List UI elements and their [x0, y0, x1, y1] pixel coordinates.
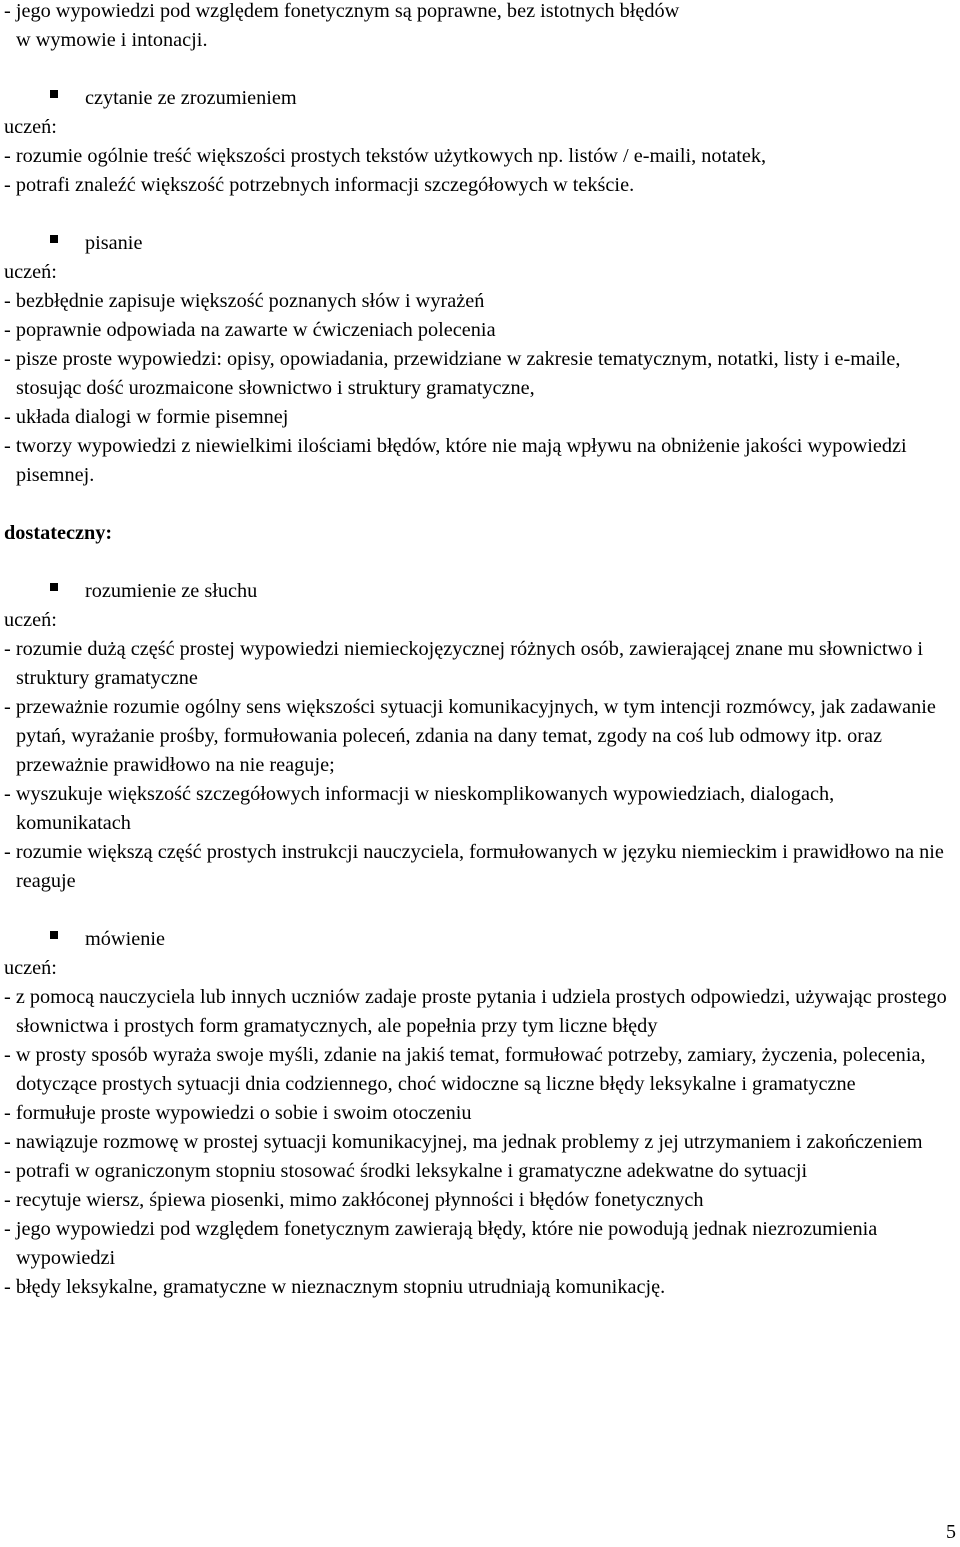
section-title-row [4, 577, 948, 606]
list-item: - układa dialogi w formie pisemnej [4, 406, 289, 428]
list-item: - w prosty sposób wyraża swoje myśli, zdanie na jakiś temat, formułować potrzeby, zamiary, życzenia, polecenia, dotyczące prostych sytuacji dnia codziennego, choć widoczne są liczne błędy leksykalne i gramatyczne [4, 1044, 926, 1095]
section-title: mówienie [85, 928, 165, 950]
grade-heading: dostateczny: [4, 522, 113, 544]
square-bullet-icon [50, 90, 58, 98]
list-item: - bezbłędnie zapisuje większość poznanych słów i wyrażeń [4, 290, 485, 312]
section-writing [4, 229, 948, 490]
list-item: - tworzy wypowiedzi z niewielkimi ilościami błędów, które nie mają wpływu na obniżenie jakości wypowiedzi pisemnej. [4, 435, 907, 486]
section-speaking [4, 925, 948, 1302]
square-bullet-icon [50, 583, 58, 591]
list-item: - przeważnie rozumie ogólny sens większości sytuacji komunikacyjnych, w tym intencji rozmówcy, jak zadawanie pytań, wyrażanie prośby, formułowania poleceń, zdania na dany temat, zgody na coś lub odmowy itp. oraz przeważnie prawidłowo na nie reaguje; [4, 696, 936, 776]
document-page [4, 0, 948, 1302]
list-item: - błędy leksykalne, gramatyczne w nieznacznym stopniu utrudniają komunikację. [4, 1276, 666, 1298]
list-item: - pisze proste wypowiedzi: opisy, opowiadania, przewidziane w zakresie tematycznym, notatki, listy i e-maile, stosując dość urozmaicone słownictwo i struktury gramatyczne, [4, 348, 901, 399]
section-listening [4, 577, 948, 896]
section-title-row [4, 925, 948, 954]
student-label: uczeń: [4, 116, 57, 138]
square-bullet-icon [50, 235, 58, 243]
section-reading [4, 84, 948, 200]
page-number: 5 [946, 1521, 956, 1543]
list-item: - wyszukuje większość szczegółowych informacji w nieskomplikowanych wypowiedziach, dialogach, komunikatach [4, 783, 835, 834]
list-item: - rozumie dużą część prostej wypowiedzi niemieckojęzycznej różnych osób, zawierającej znane mu słownictwo i struktury gramatyczne [4, 638, 924, 689]
section-title-row [4, 229, 948, 258]
list-item: - formułuje proste wypowiedzi o sobie i swoim otoczeniu [4, 1102, 472, 1124]
intro-line: w wymowie i intonacji. [16, 29, 208, 51]
list-item: - rozumie większą część prostych instrukcji nauczyciela, formułowanych w języku niemieckim i prawidłowo na nie reaguje [4, 841, 944, 892]
list-item: - potrafi w ograniczonym stopniu stosować środki leksykalne i gramatyczne adekwatne do sytuacji [4, 1160, 808, 1182]
section-title-row [4, 84, 948, 113]
intro-block [4, 0, 948, 55]
intro-line: - jego wypowiedzi pod względem fonetycznym są poprawne, bez istotnych błędów [4, 0, 680, 22]
student-label: uczeń: [4, 261, 57, 283]
list-item: - potrafi znaleźć większość potrzebnych informacji szczegółowych w tekście. [4, 174, 635, 196]
list-item: - rozumie ogólnie treść większości prostych tekstów użytkowych np. listów / e-maili, notatek, [4, 145, 767, 167]
list-item: - nawiązuje rozmowę w prostej sytuacji komunikacyjnej, ma jednak problemy z jej utrzymaniem i zakończeniem [4, 1131, 923, 1153]
square-bullet-icon [50, 931, 58, 939]
student-label: uczeń: [4, 609, 57, 631]
section-title: rozumienie ze słuchu [85, 580, 258, 602]
list-item: - z pomocą nauczyciela lub innych uczniów zadaje proste pytania i udziela prostych odpowiedzi, używając prostego słownictwa i prostych form gramatycznych, ale popełnia przy tym liczne błędy [4, 986, 947, 1037]
list-item: - poprawnie odpowiada na zawarte w ćwiczeniach polecenia [4, 319, 496, 341]
student-label: uczeń: [4, 957, 57, 979]
list-item: - recytuje wiersz, śpiewa piosenki, mimo zakłóconej płynności i błędów fonetycznych [4, 1189, 704, 1211]
section-title: czytanie ze zrozumieniem [85, 87, 297, 109]
list-item: - jego wypowiedzi pod względem fonetycznym zawierają błędy, które nie powodują jednak niezrozumienia wypowiedzi [4, 1218, 878, 1269]
section-title: pisanie [85, 232, 143, 254]
